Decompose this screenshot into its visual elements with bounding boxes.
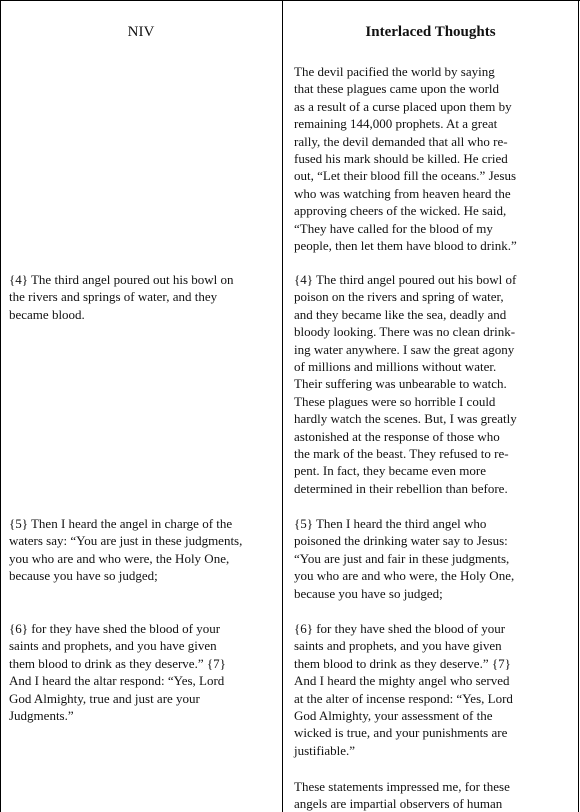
niv-verse-4: {4} The third angel poured out his bowl on the rivers and springs of water, and they became blood.: [9, 272, 234, 322]
interlaced-verse-5: {5} Then I heard the third angel who poisoned the drinking water say to Jesus: “You are just and fair in these judgments, you who are and who were, the Holy One, because you have so judged;: [294, 516, 515, 601]
niv-column-header: NIV: [127, 24, 155, 40]
interlaced-verse-4: {4} The third angel poured out his bowl of poison on the rivers and spring of water, and they became like the sea, deadly and bloody looking. There was no clean drink- ing water anywhere. I saw the great agony of millions and millions without water. Their suffering was unbearable to watch. These plagues were so horrible I could hardly watch the scenes. But, I was greatly astonished at the response of those who the mark of the beast. They refused to re- pent. In fact, they became even more determined in their rebellion than before.: [294, 272, 517, 496]
niv-verse-6-7: {6} for they have shed the blood of your saints and prophets, and you have given them blood to drink as they deserve.” {7} And I heard the altar respond: “Yes, Lord God Almighty, true and just are your Judgments.”: [9, 621, 226, 724]
column-divider: [282, 0, 283, 812]
interlaced-thoughts-column-header: Interlaced Thoughts: [365, 24, 496, 40]
interlaced-closing-paragraph: These statements impressed me, for these angels are impartial observers of human: [294, 779, 510, 812]
table-left-border: [0, 0, 1, 812]
table-right-border: [578, 0, 579, 812]
interlaced-verse-6-7: {6} for they have shed the blood of your saints and prophets, and you have given them blood to drink as they deserve.” {7} And I heard the mighty angel who served at the alter of incense respond: “Yes, Lord God Almighty, your assessment of the wicked is true, and your punishments are justifiable.”: [294, 621, 513, 758]
niv-verse-5: {5} Then I heard the angel in charge of the waters say: “You are just in these judgments, you who are and who were, the Holy One, because you have so judged;: [9, 516, 243, 584]
interlaced-intro-paragraph: The devil pacified the world by saying that these plagues came upon the world as a result of a curse placed upon them by remaining 144,000 prophets. At a great rally, the devil demanded that all who re- fused his mark should be killed. He cried out, “Let their blood fill the oceans.” Jesus who was watching from heaven heard the approving cheers of the wicked. He said, “They have called for the blood of my people, then let them have blood to drink.”: [294, 64, 517, 254]
table-top-border: [0, 0, 580, 1]
